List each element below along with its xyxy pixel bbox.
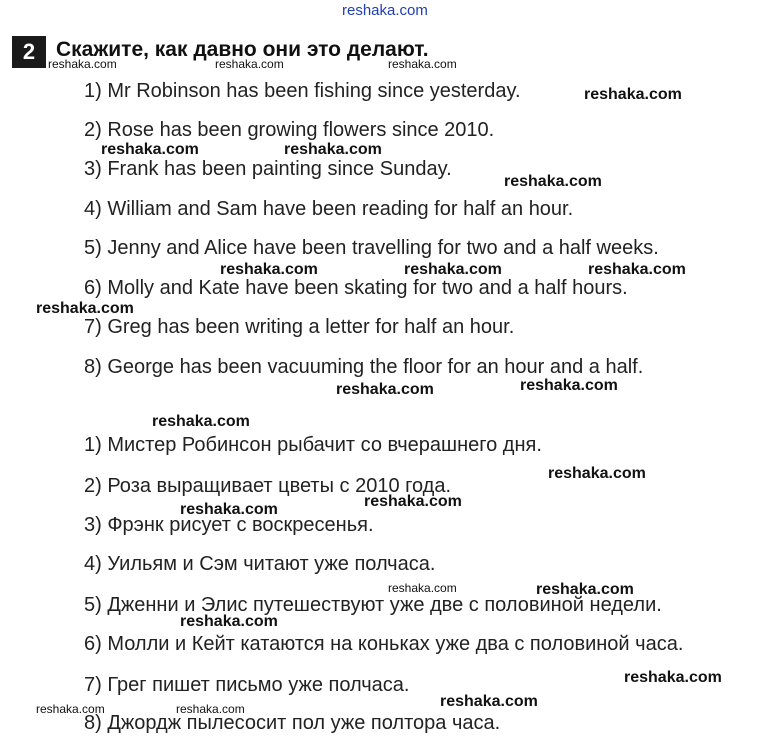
english-sentence-7: 7) Greg has been writing a letter for half an hour. xyxy=(84,316,515,338)
english-sentence-8: 8) George has been vacuuming the floor for an hour and a half. xyxy=(84,356,644,378)
watermark: reshaka.com xyxy=(215,57,284,71)
watermark: reshaka.com xyxy=(588,261,686,278)
watermark: reshaka.com xyxy=(284,141,382,158)
english-sentence-6: 6) Molly and Kate have been skating for two and a half hours. xyxy=(84,277,628,299)
watermark: reshaka.com xyxy=(440,693,538,710)
watermark: reshaka.com xyxy=(504,173,602,190)
watermark: reshaka.com xyxy=(548,465,646,482)
russian-sentence-6: 6) Молли и Кейт катаются на коньках уже два с половиной часа. xyxy=(84,633,684,655)
watermark: reshaka.com xyxy=(520,377,618,394)
watermark: reshaka.com xyxy=(180,501,278,518)
russian-sentence-8: 8) Джордж пылесосит пол уже полтора часа. xyxy=(84,712,501,734)
watermark: reshaka.com xyxy=(624,669,722,686)
watermark: reshaka.com xyxy=(36,702,105,716)
watermark: reshaka.com xyxy=(336,381,434,398)
watermark: reshaka.com xyxy=(388,57,457,71)
watermark: reshaka.com xyxy=(388,581,457,595)
watermark: reshaka.com xyxy=(364,493,462,510)
russian-sentence-3: 3) Фрэнк рисует с воскресенья. xyxy=(84,514,374,536)
english-sentence-5: 5) Jenny and Alice have been travelling for two and a half weeks. xyxy=(84,237,659,259)
russian-sentence-5: 5) Дженни и Элис путешествуют уже две с половиной недели. xyxy=(84,594,662,616)
russian-sentence-7: 7) Грег пишет письмо уже полчаса. xyxy=(84,674,410,696)
watermark: reshaka.com xyxy=(48,57,117,71)
watermark: reshaka.com xyxy=(536,581,634,598)
english-sentence-4: 4) William and Sam have been reading for half an hour. xyxy=(84,198,574,220)
russian-sentence-1: 1) Мистер Робинсон рыбачит со вчерашнего дня. xyxy=(84,434,542,456)
exercise-number: 2 xyxy=(12,36,46,68)
russian-sentence-2: 2) Роза выращивает цветы с 2010 года. xyxy=(84,475,452,497)
watermark: reshaka.com xyxy=(584,86,682,103)
watermark: reshaka.com xyxy=(152,413,250,430)
watermark: reshaka.com xyxy=(101,141,199,158)
russian-sentence-4: 4) Уильям и Сэм читают уже полчаса. xyxy=(84,553,436,575)
english-sentence-3: 3) Frank has been painting since Sunday. xyxy=(84,158,452,180)
watermark: reshaka.com xyxy=(36,300,134,317)
watermark: reshaka.com xyxy=(180,613,278,630)
exercise-title: Скажите, как давно они это делают. xyxy=(56,38,429,61)
watermark: reshaka.com xyxy=(176,702,245,716)
english-sentence-1: 1) Mr Robinson has been fishing since yesterday. xyxy=(84,80,521,102)
watermark: reshaka.com xyxy=(220,261,318,278)
watermark: reshaka.com xyxy=(404,261,502,278)
top-watermark: reshaka.com xyxy=(342,2,428,19)
english-sentence-2: 2) Rose has been growing flowers since 2010. xyxy=(84,119,495,141)
